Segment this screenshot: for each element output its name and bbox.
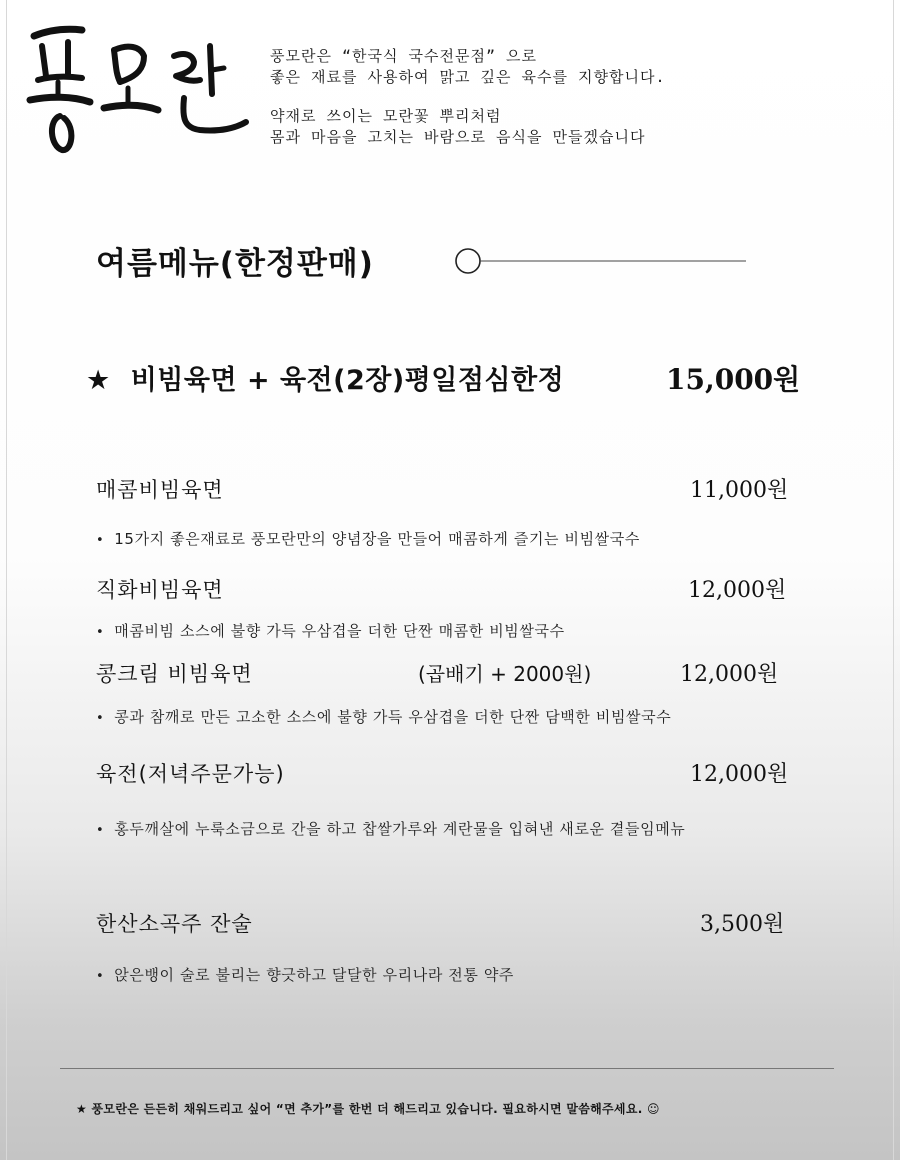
menu-item-desc-text: 15가지 좋은재료로 풍모란만의 양념장을 만들어 매콤하게 즐기는 비빔쌀국수 <box>114 530 640 548</box>
section-title: 여름메뉴(한정판매) <box>96 246 374 282</box>
menu-item-name: 콩크림 비빔육면 <box>96 662 253 686</box>
menu-item-price: 12,000원 <box>688 578 787 603</box>
menu-item-desc <box>96 964 514 985</box>
intro-line: 약재로 쓰이는 모란꽃 뿌리처럼 <box>270 107 502 125</box>
intro-line: 풍모란은 “한국식 국수전문점” 으로 <box>270 47 538 65</box>
bullet-icon: • <box>96 969 105 984</box>
special-item <box>86 358 564 397</box>
footer-note: ★ 풍모란은 든든히 채워드리고 싶어 “면 추가”를 한번 더 해드리고 있습니다. 필요하시면 말씀해주세요. ☺ <box>76 1102 660 1116</box>
menu-item-price: 12,000원 <box>690 762 789 787</box>
menu-item-name: 한산소곡주 잔술 <box>96 912 253 936</box>
bullet-icon: • <box>96 711 105 726</box>
footer-divider <box>60 1068 834 1069</box>
menu-item-price: 3,500원 <box>700 912 785 937</box>
intro-text <box>270 46 666 148</box>
menu-item-desc <box>96 818 685 839</box>
brush-logo-graphic <box>24 10 254 160</box>
menu-item-price: 12,000원 <box>680 662 779 687</box>
menu-item-desc-text: 매콤비빔 소스에 불향 가득 우삼겹을 더한 단짠 매콤한 비빔쌀국수 <box>114 622 565 640</box>
star-icon: ★ <box>86 365 111 396</box>
menu-item-desc <box>96 706 671 727</box>
menu-item-name: 육전(저녁주문가능) <box>96 762 285 786</box>
menu-item-price: 11,000원 <box>690 478 789 503</box>
bullet-icon: • <box>96 533 105 548</box>
bullet-icon: • <box>96 823 105 838</box>
menu-item-desc-text: 콩과 참깨로 만든 고소한 소스에 불향 가득 우삼겹을 더한 단짠 담백한 비빔쌀국수 <box>114 708 672 726</box>
menu-item-name: 매콤비빔육면 <box>96 478 224 502</box>
special-item-price: 15,000원 <box>666 363 801 396</box>
menu-item-desc-text: 홍두깨살에 누룩소금으로 간을 하고 찹쌀가루와 계란물을 입혀낸 새로운 곁들임메뉴 <box>114 820 686 838</box>
intro-line: 몸과 마음을 고치는 바람으로 음식을 만들겠습니다 <box>270 128 646 146</box>
menu-item-option: (곱배기 + 2000원) <box>418 662 592 686</box>
special-item-name: 비빔육면 + 육전(2장)평일점심한정 <box>130 365 565 396</box>
brand-logo <box>24 10 254 160</box>
menu-item-name: 직화비빔육면 <box>96 578 224 602</box>
menu-item-desc <box>96 620 565 641</box>
menu-item-desc-text: 앉은뱅이 술로 불리는 향긋하고 달달한 우리나라 전통 약주 <box>114 966 515 984</box>
intro-line: 좋은 재료를 사용하여 맑고 깊은 육수를 지향합니다. <box>270 68 666 86</box>
title-decoration <box>452 246 752 276</box>
bullet-icon: • <box>96 625 105 640</box>
menu-item-desc <box>96 528 640 549</box>
